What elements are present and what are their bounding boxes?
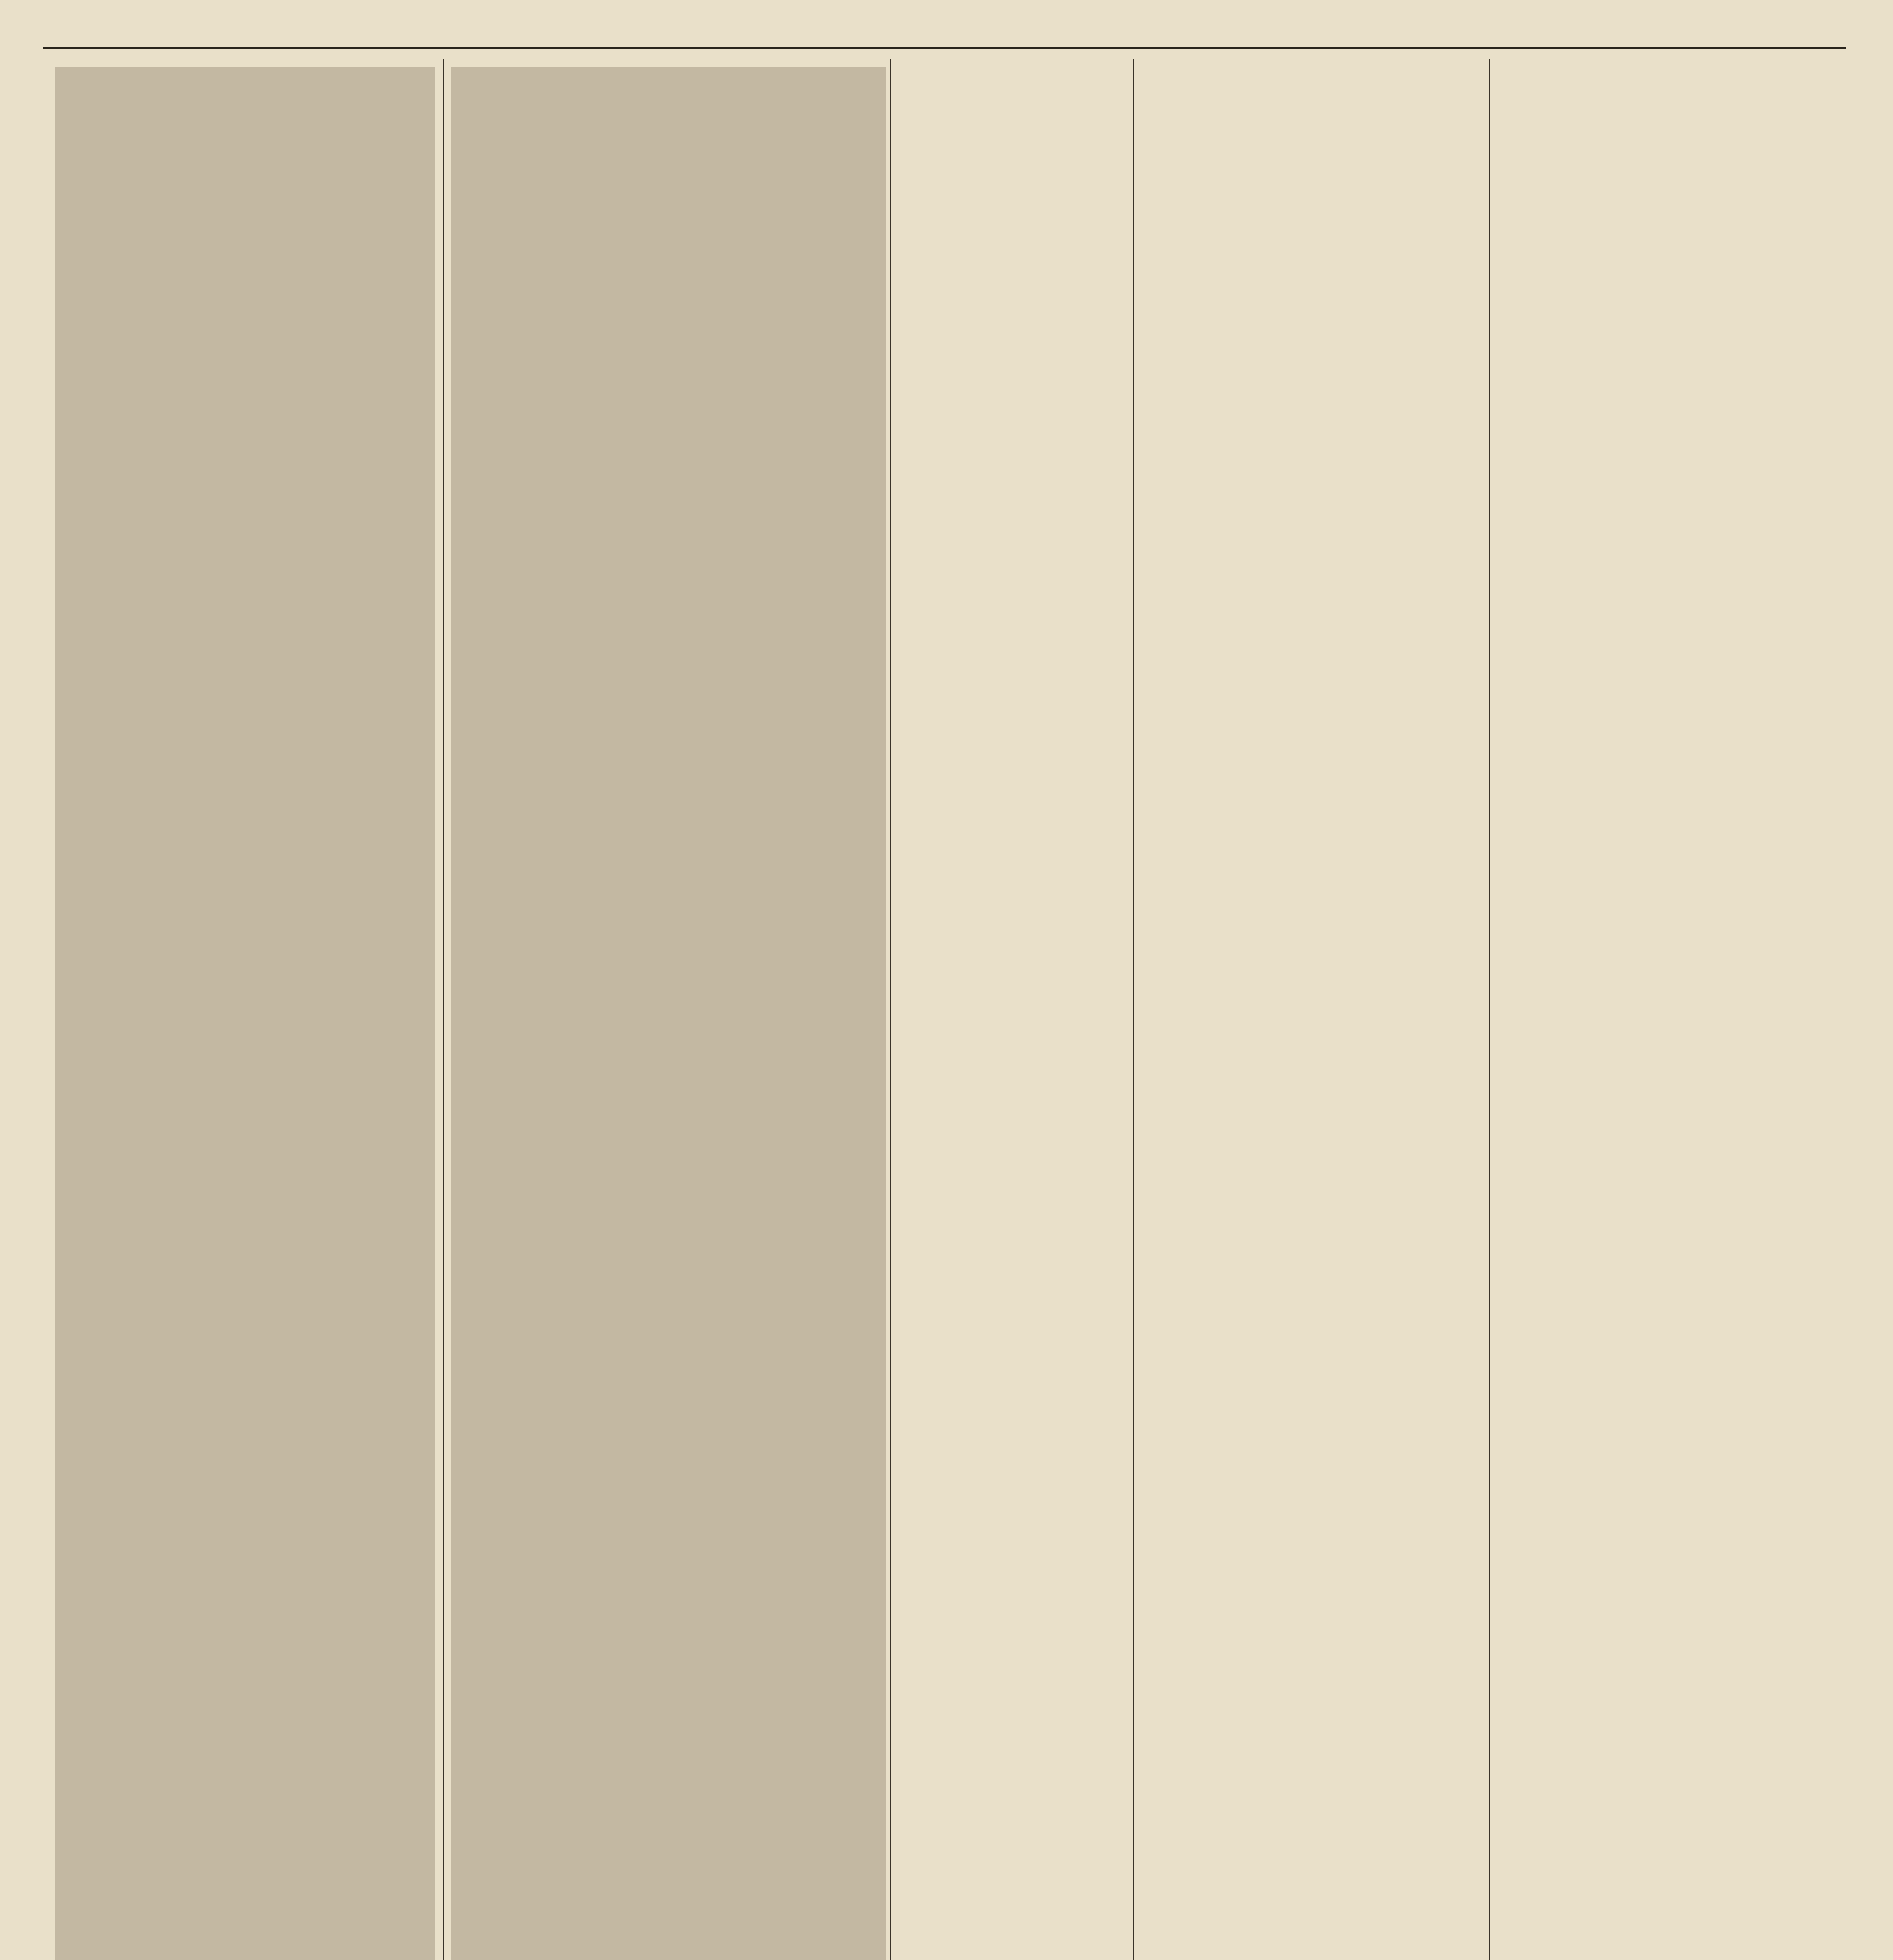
- column-divider: [1489, 59, 1490, 1960]
- header-rule: [43, 47, 1846, 49]
- page-header: [0, 0, 1893, 59]
- column-divider: [1133, 59, 1134, 1960]
- column-divider: [890, 59, 891, 1960]
- text-column: [55, 67, 435, 1960]
- column-divider: [443, 59, 444, 1960]
- text-column: [451, 67, 886, 1960]
